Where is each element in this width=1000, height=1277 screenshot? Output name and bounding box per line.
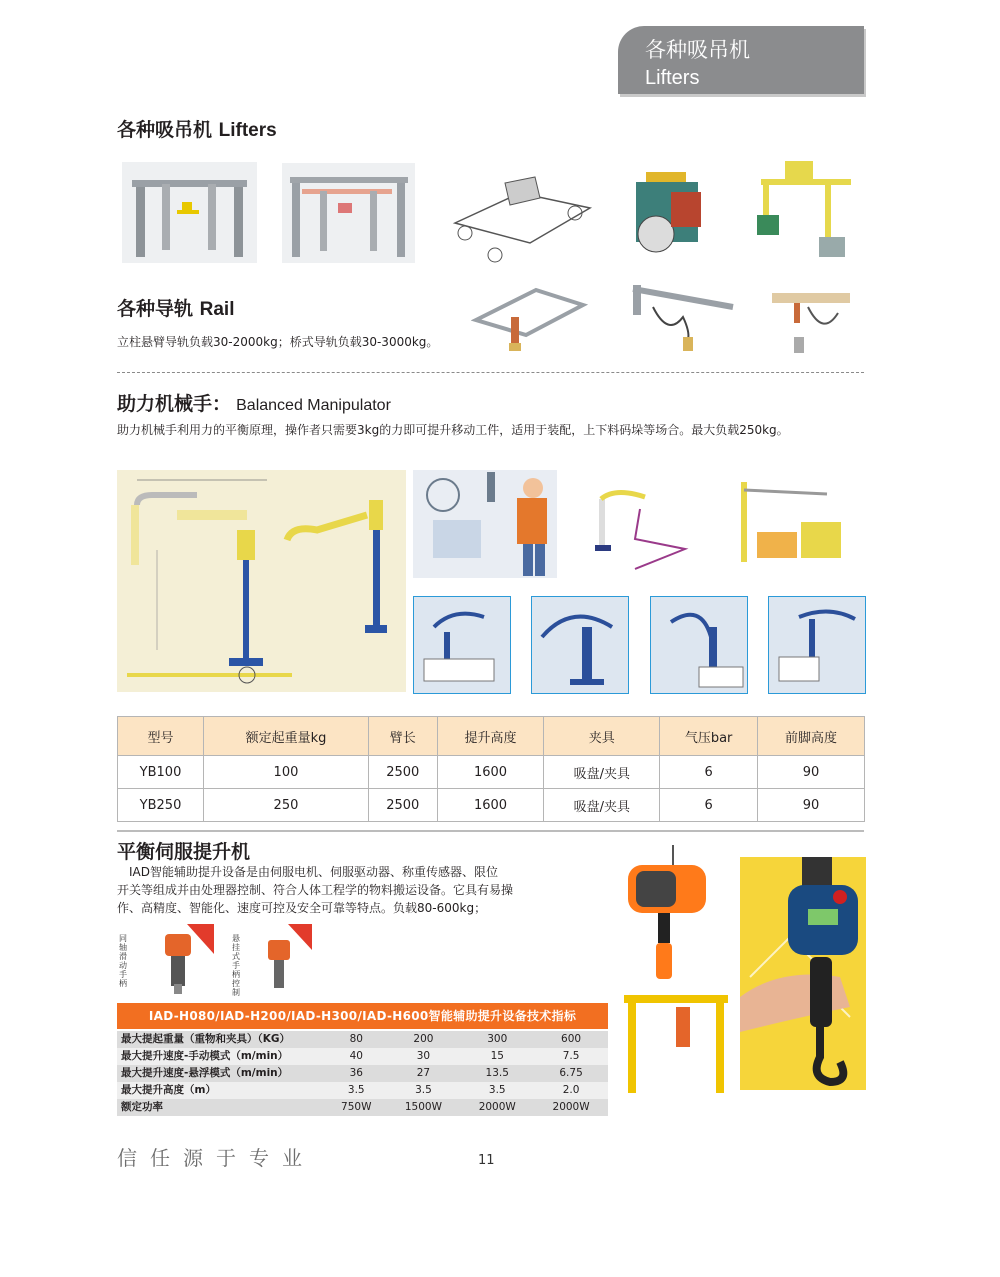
table-cell: 750W	[326, 1099, 387, 1116]
table-cell: YB250	[118, 789, 204, 822]
table-cell: 3.5	[387, 1082, 461, 1099]
lifter-image-1	[122, 162, 257, 263]
servo-thumb-1-label: 同轴滑动手柄	[119, 934, 127, 988]
manipulator-image-2	[585, 479, 694, 578]
table-cell: 吸盘/夹具	[544, 756, 660, 789]
table-row	[117, 1099, 608, 1116]
spec-label: 最大提升速度-手动模式（m/min）	[117, 1048, 326, 1065]
lifter-image-2	[282, 163, 415, 263]
manipulator-title-cn: 助力机械手	[117, 393, 213, 415]
servo-desc-line-2: 开关等组成并由处理器控制、符合人体工程学的物料搬运设备。它具有易操	[117, 883, 514, 897]
table-header-cell: 气压bar	[660, 717, 758, 756]
servo-thumb-1	[117, 924, 214, 998]
table-cell: 6	[660, 789, 758, 822]
header-title: 各种吸吊机	[645, 38, 750, 62]
servo-spec-title: IAD-H080/IAD-H200/IAD-H300/IAD-H600智能辅助提升设备技术指标	[117, 1003, 608, 1029]
rail-title-cn: 各种导轨	[117, 298, 194, 320]
manipulator-image-7	[768, 596, 866, 694]
section-divider-2	[117, 830, 864, 832]
table-row	[117, 1082, 608, 1099]
rail-description: 立柱悬臂导轨负载30-2000kg；桥式导轨负载30-3000kg。	[117, 335, 439, 349]
table-cell: 600	[534, 1031, 608, 1048]
table-row	[118, 756, 865, 789]
rail-title-en: Rail	[199, 299, 235, 320]
table-header-cell: 臂长	[368, 717, 437, 756]
table-row	[118, 789, 865, 822]
rail-image-1	[471, 275, 588, 357]
spec-label: 最大提起重量（重物和夹具）（KG）	[117, 1031, 326, 1048]
section-divider-1	[117, 372, 864, 373]
table-cell: 13.5	[460, 1065, 534, 1082]
table-cell: 80	[326, 1031, 387, 1048]
servo-desc-line-3: 作、高精度、智能化、速度可控及安全可靠等特点。负载80-600kg；	[117, 901, 487, 915]
table-row	[117, 1048, 608, 1065]
table-cell: 90	[758, 756, 865, 789]
table-cell: 27	[387, 1065, 461, 1082]
table-cell: 40	[326, 1048, 387, 1065]
lifters-title-en: Lifters	[218, 120, 277, 141]
table-header-cell: 型号	[118, 717, 204, 756]
table-cell: 1600	[437, 789, 544, 822]
table-cell: 15	[460, 1048, 534, 1065]
manipulator-drawing	[117, 470, 406, 692]
table-cell: 2500	[368, 789, 437, 822]
servo-heading: 平衡伺服提升机	[117, 841, 251, 863]
table-cell: 250	[204, 789, 369, 822]
table-cell: 30	[387, 1048, 461, 1065]
manipulator-heading: 助力机械手： Balanced Manipulator	[117, 393, 391, 415]
table-row	[117, 1031, 608, 1048]
table-cell: 2500	[368, 756, 437, 789]
table-header-cell: 夹具	[544, 717, 660, 756]
table-cell: 7.5	[534, 1048, 608, 1065]
servo-spec-table	[117, 1031, 608, 1116]
table-cell: 3.5	[326, 1082, 387, 1099]
servo-desc-line-1: IAD智能辅助提升设备是由伺服电机、伺服驱动器、称重传感器、限位	[129, 865, 498, 879]
lifter-image-5	[753, 157, 856, 264]
table-cell: 300	[460, 1031, 534, 1048]
table-cell: YB100	[118, 756, 204, 789]
lifters-heading	[117, 118, 277, 143]
table-header-cell: 提升高度	[437, 717, 544, 756]
table-cell: 2.0	[534, 1082, 608, 1099]
spec-label: 最大提升速度-悬浮模式（m/min）	[117, 1065, 326, 1082]
spec-label: 最大提升高度（m）	[117, 1082, 326, 1099]
table-cell: 200	[387, 1031, 461, 1048]
table-cell: 2000W	[534, 1099, 608, 1116]
manipulator-title-en: Balanced Manipulator	[236, 397, 391, 414]
table-cell: 吸盘/夹具	[544, 789, 660, 822]
manipulator-image-6	[650, 596, 748, 694]
table-cell: 1600	[437, 756, 544, 789]
manipulator-description: 助力机械手利用力的平衡原理，操作者只需要3kg的力即可提升移动工件，适用于装配，上下料码垛等场合。最大负载250kg。	[117, 423, 789, 437]
table-header-cell: 额定起重量kg	[204, 717, 369, 756]
manipulator-image-5	[531, 596, 629, 694]
manipulator-image-4	[413, 596, 511, 694]
servo-hoist-image	[618, 845, 733, 1095]
table-cell: 36	[326, 1065, 387, 1082]
footer-slogan: 信任源于专业	[117, 1146, 315, 1170]
manipulator-spec-table	[117, 716, 865, 822]
rail-image-2	[628, 277, 741, 358]
lifter-image-3	[445, 163, 597, 266]
manipulator-operator-image	[413, 470, 557, 578]
table-cell: 1500W	[387, 1099, 461, 1116]
header-subtitle: Lifters	[645, 67, 700, 89]
spec-label: 额定功率	[117, 1099, 326, 1116]
table-cell: 3.5	[460, 1082, 534, 1099]
table-cell: 2000W	[460, 1099, 534, 1116]
table-header-cell: 前脚高度	[758, 717, 865, 756]
lifter-image-4	[626, 162, 709, 264]
lifters-title-cn: 各种吸吊机	[117, 119, 213, 141]
table-cell: 6.75	[534, 1065, 608, 1082]
table-cell: 6	[660, 756, 758, 789]
table-cell: 100	[204, 756, 369, 789]
table-row	[117, 1065, 608, 1082]
rail-image-3	[768, 287, 855, 359]
page-number: 11	[478, 1153, 495, 1168]
manipulator-image-3	[727, 472, 856, 568]
servo-thumb-2-label: 悬挂式手柄控制	[232, 934, 240, 997]
rail-heading	[117, 297, 235, 322]
servo-handle-photo	[740, 857, 866, 1090]
table-header-row	[118, 717, 865, 756]
table-cell: 90	[758, 789, 865, 822]
servo-thumb-2	[230, 924, 312, 998]
